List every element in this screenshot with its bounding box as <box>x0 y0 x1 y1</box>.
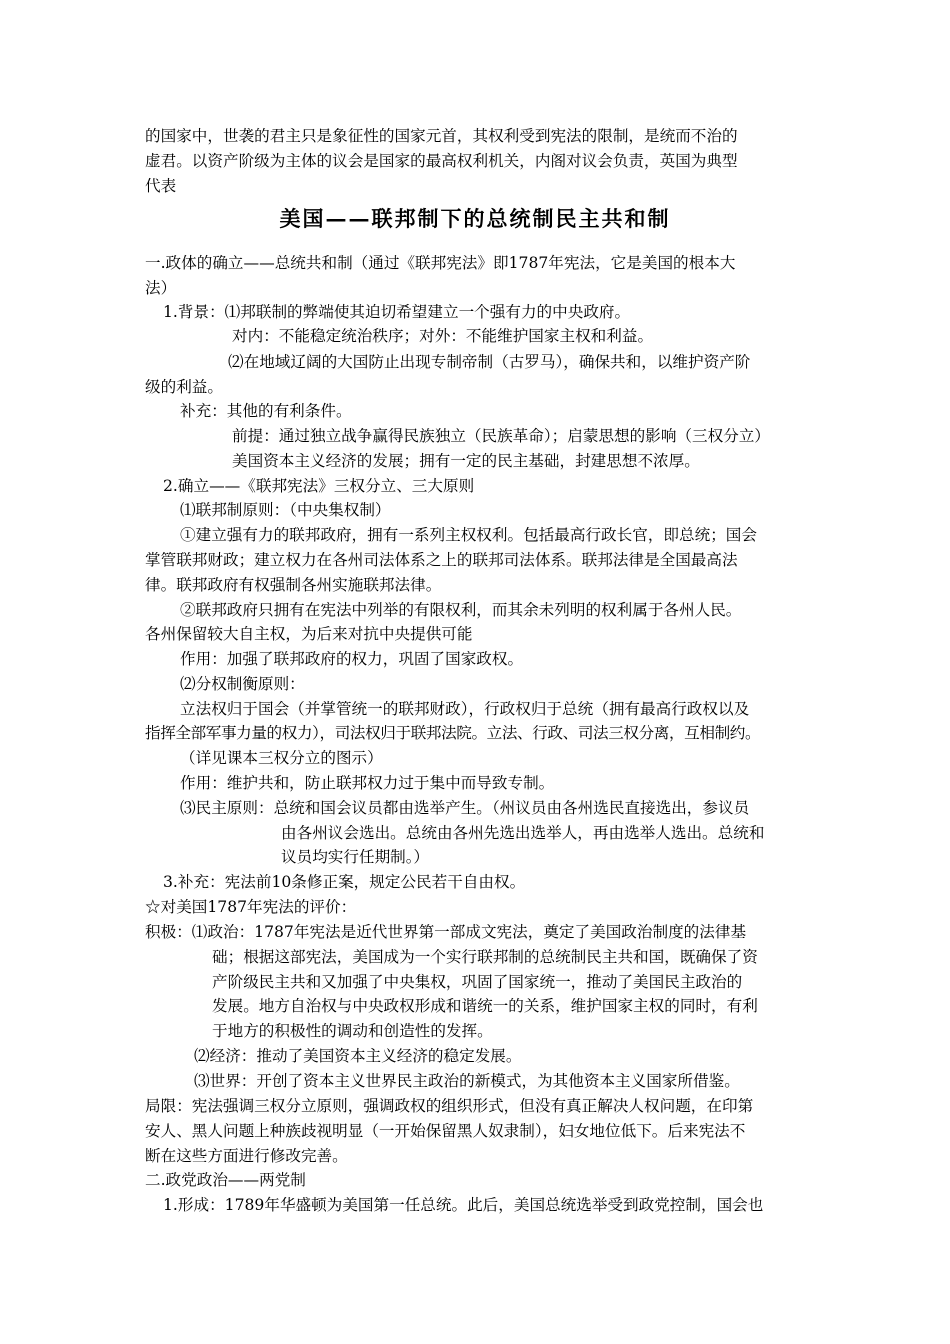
text-line: ⑶世界：开创了资本主义世界民主政治的新模式，为其他资本主义国家所借鉴。 <box>194 1072 740 1090</box>
text-line: 指挥全部军事力量的权力），司法权归于联邦法院。立法、行政、司法三权分离，互相制约。 <box>145 724 761 742</box>
text-line: ⑵经济：推动了美国资本主义经济的稳定发展。 <box>194 1047 522 1065</box>
text-line: 补充：其他的有利条件。 <box>180 402 352 420</box>
text-line: 断在这些方面进行修改完善。 <box>145 1147 348 1165</box>
text-line: 于地方的积极性的调动和创造性的发挥。 <box>212 1022 493 1040</box>
text-line: 二.政党政治——两党制 <box>145 1171 306 1189</box>
text-line: 安人、黑人问题上种族歧视明显（一开始保留黑人奴隶制），妇女地位低下。后来宪法不 <box>145 1122 746 1140</box>
text-line: ⑵在地域辽阔的大国防止出现专制帝制（古罗马），确保共和，以维护资产阶 <box>228 353 751 371</box>
text-line: 发展。地方自治权与中央政权形成和谐统一的关系，维护国家主权的同时，有利 <box>212 997 758 1015</box>
text-line: ⑵分权制衡原则： <box>180 675 305 693</box>
text-line: 产阶级民主共和又加强了中央集权，巩固了国家统一，推动了美国民主政治的 <box>212 973 743 991</box>
text-line: 律。联邦政府有权强制各州实施联邦法律。 <box>145 576 442 594</box>
text-line: 法） <box>145 279 177 297</box>
text-line: （详见课本三权分立的图示） <box>180 749 383 767</box>
intro-line-2: 虚君。以资产阶级为主体的议会是国家的最高权利机关，内阁对议会负责，英国为典型 <box>145 152 738 170</box>
text-line: ☆对美国1787年宪法的评价： <box>145 898 357 916</box>
text-line: 前提：通过独立战争赢得民族独立（民族革命）；启蒙思想的影响（三权分立） <box>232 427 770 445</box>
text-line: 一.政体的确立——总统共和制（通过《联邦宪法》即1787年宪法，它是美国的根本大 <box>145 254 736 272</box>
text-line: 作用：维护共和，防止联邦权力过于集中而导致专制。 <box>180 774 555 792</box>
text-line: ⑴联邦制原则：（中央集权制） <box>180 501 391 519</box>
text-line: 2.确立——《联邦宪法》三权分立、三大原则 <box>163 477 475 495</box>
text-line: 局限：宪法强调三权分立原则，强调政权的组织形式，但没有真正解决人权问题，在印第 <box>145 1097 754 1115</box>
text-line: 积极：⑴政治：1787年宪法是近代世界第一部成文宪法，奠定了美国政治制度的法律基 <box>145 923 747 941</box>
text-line: 由各州议会选出。总统由各州先选出选举人，再由选举人选出。总统和 <box>281 824 765 842</box>
text-line: 1.背景：⑴邦联制的弊端使其迫切希望建立一个强有力的中央政府。 <box>163 303 631 321</box>
intro-line-1: 的国家中，世袭的君主只是象征性的国家元首，其权利受到宪法的限制，是统而不治的 <box>145 127 738 145</box>
text-line: 各州保留较大自主权，为后来对抗中央提供可能 <box>145 625 473 643</box>
text-line: ②联邦政府只拥有在宪法中列举的有限权利，而其余未列明的权利属于各州人民。 <box>180 601 742 619</box>
text-line: 美国资本主义经济的发展；拥有一定的民主基础，封建思想不浓厚。 <box>232 452 700 470</box>
text-line: 作用：加强了联邦政府的权力，巩固了国家政权。 <box>180 650 524 668</box>
intro-line-3: 代表 <box>145 177 177 195</box>
text-line: 立法权归于国会（并掌管统一的联邦财政），行政权归于总统（拥有最高行政权以及 <box>180 700 750 718</box>
text-line: 议员均实行任期制。） <box>281 848 430 866</box>
section-title: 美国——联邦制下的总统制民主共和制 <box>279 206 671 231</box>
text-line: 1.形成：1789年华盛顿为美国第一任总统。此后，美国总统选举受到政党控制，国会也 <box>163 1196 764 1214</box>
text-line: 掌管联邦财政；建立权力在各州司法体系之上的联邦司法体系。联邦法律是全国最高法 <box>145 551 738 569</box>
text-line: ⑶民主原则：总统和国会议员都由选举产生。（州议员由各州选民直接选出，参议员 <box>180 799 750 817</box>
text-line: 级的利益。 <box>145 378 223 396</box>
text-line: 3.补充：宪法前10条修正案，规定公民若干自由权。 <box>163 873 526 891</box>
text-line: ①建立强有力的联邦政府，拥有一系列主权权利。包括最高行政长官，即总统；国会 <box>180 526 757 544</box>
text-line: 对内：不能稳定统治秩序；对外：不能维护国家主权和利益。 <box>232 327 654 345</box>
text-line: 础；根据这部宪法，美国成为一个实行联邦制的总统制民主共和国，既确保了资 <box>212 948 758 966</box>
